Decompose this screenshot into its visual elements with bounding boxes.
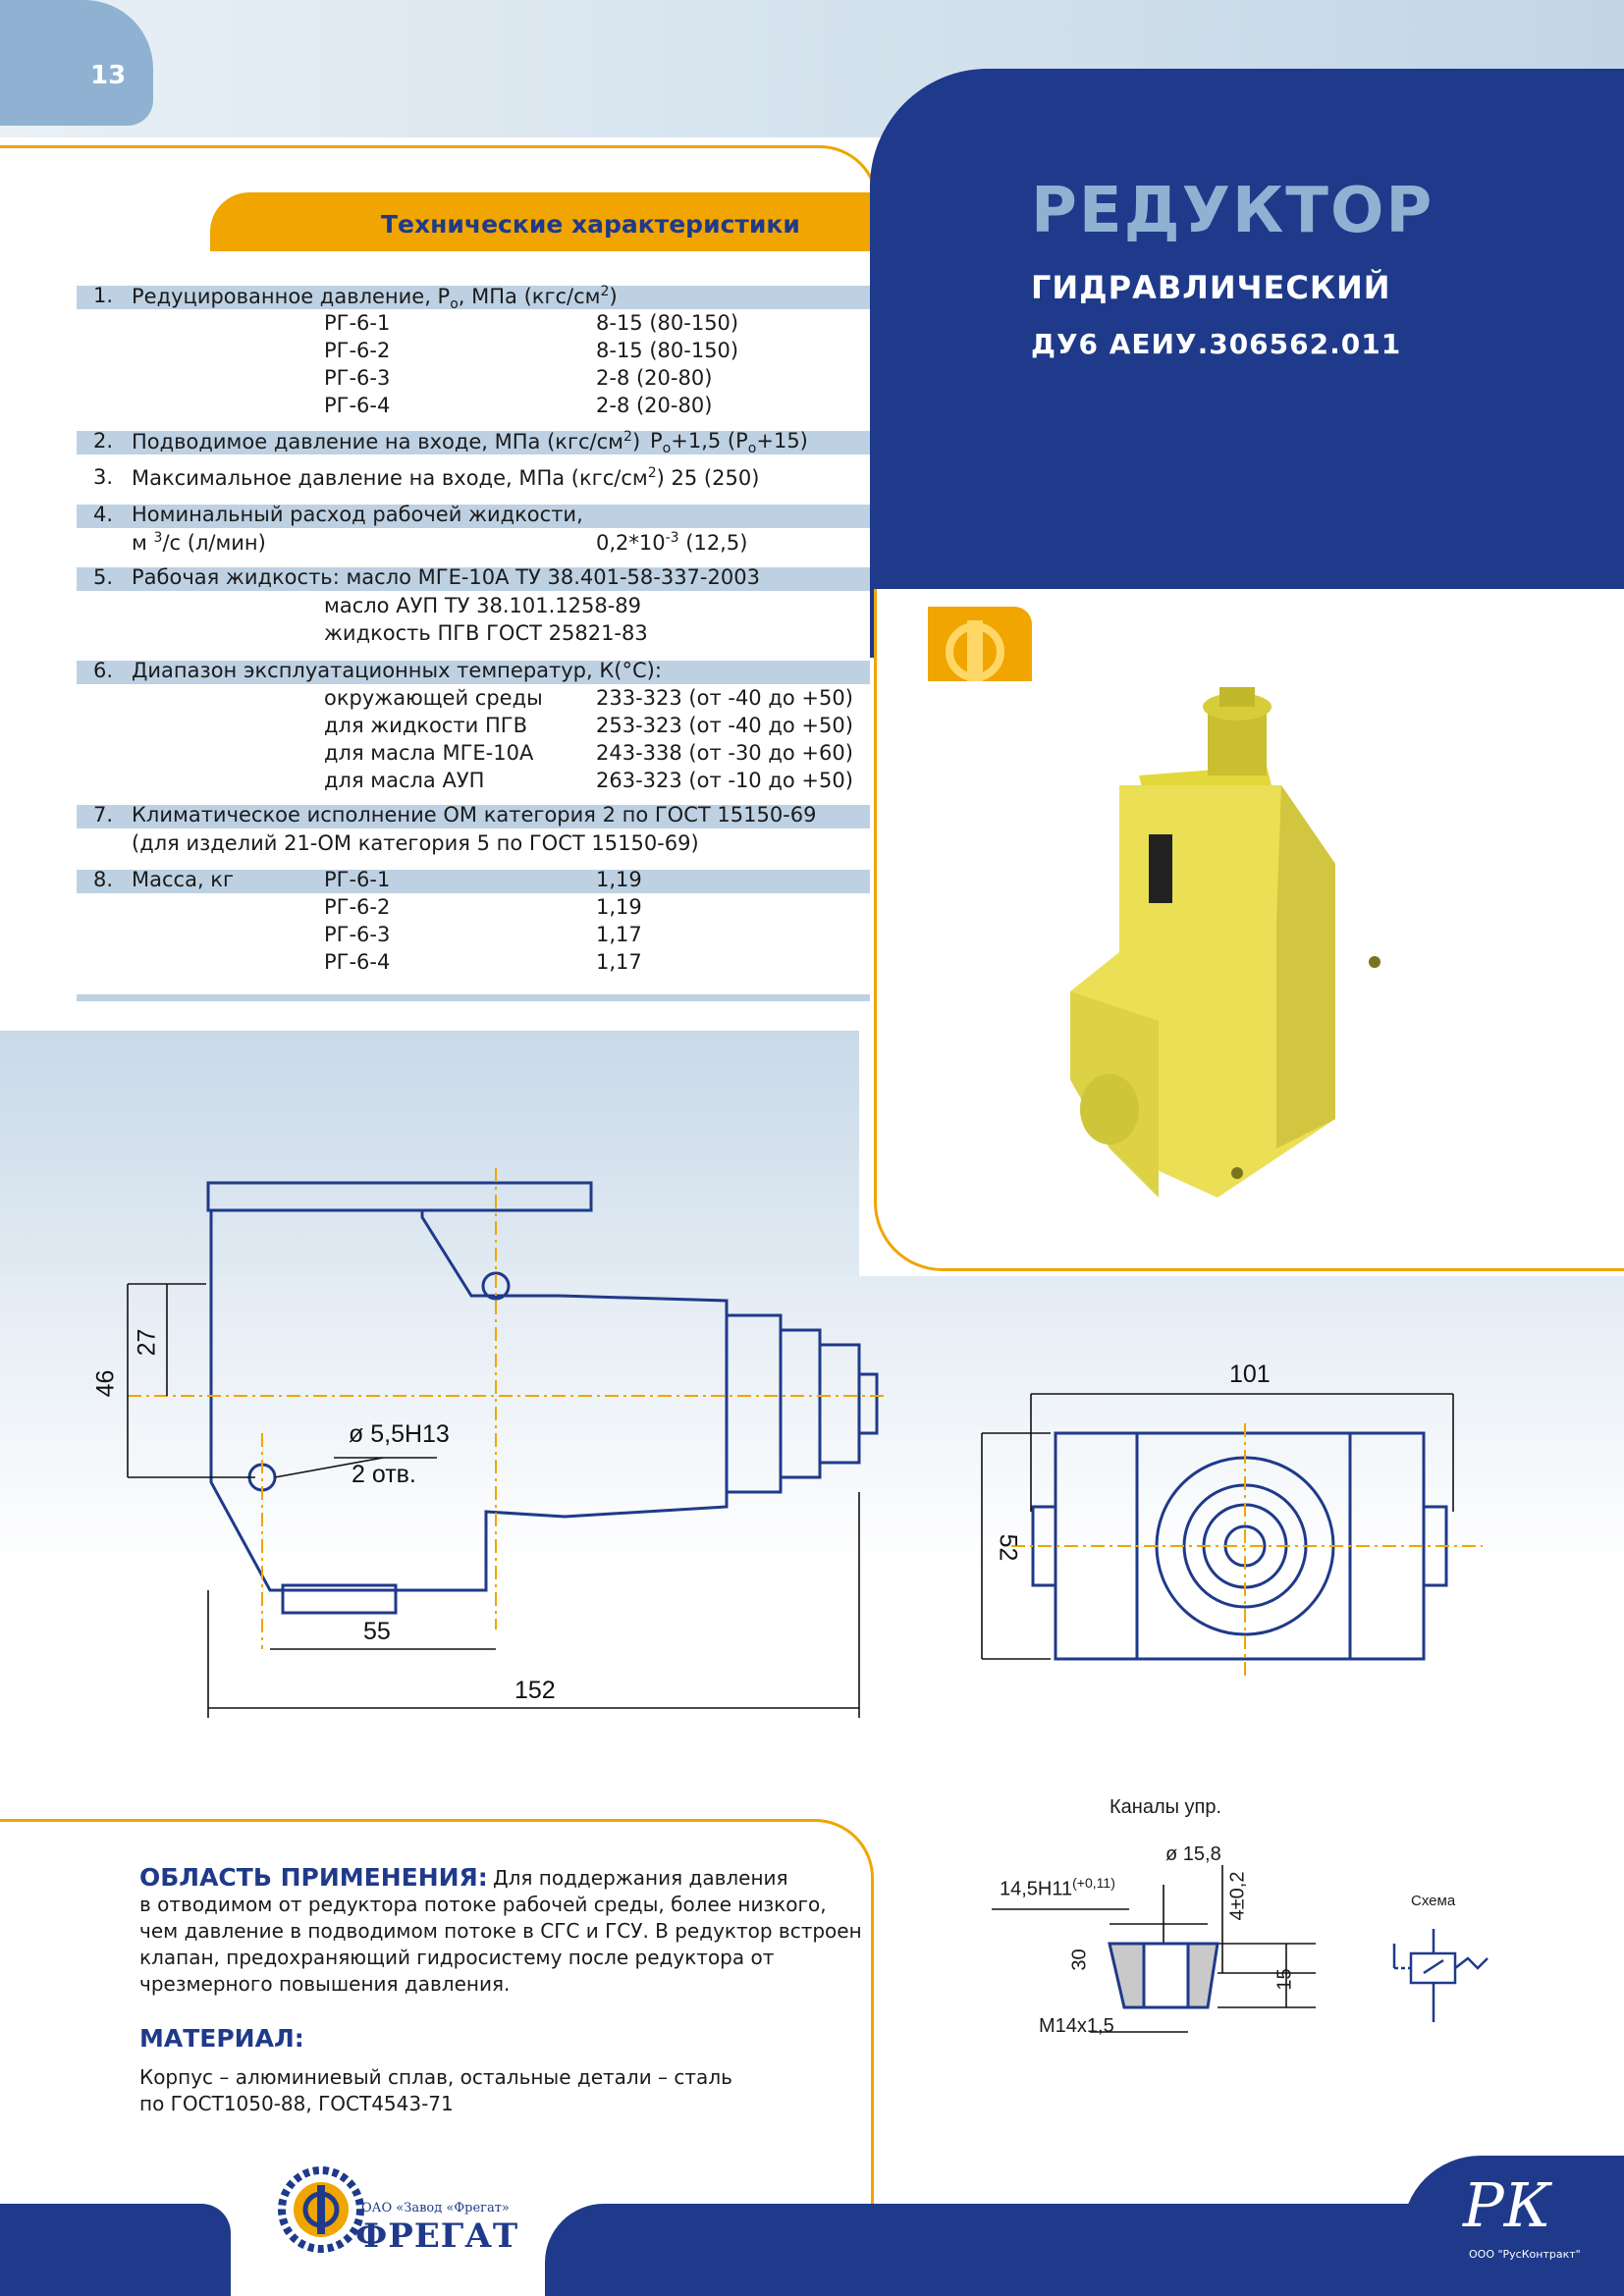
spec-item-label: Диапазон эксплуатационных температур, К(°С):	[132, 659, 662, 682]
material-text: Корпус – алюминиевый сплав, остальные детали – сталь	[139, 2065, 732, 2089]
hole-diameter-label: ø 5,5H13	[349, 1420, 450, 1448]
spec-item-label: Рабочая жидкость: масло МГЕ-10А ТУ 38.401-58-337-2003	[132, 565, 760, 589]
spec-model: РГ-6-3	[324, 366, 391, 390]
dimension-52: 52	[994, 1533, 1022, 1562]
dimension-152: 152	[514, 1677, 556, 1704]
page-subtitle: ГИДРАВЛИЧЕСКИЙ	[1031, 269, 1391, 306]
spec-item-label-line2: (для изделий 21-ОМ категория 5 по ГОСТ 15150-69)	[132, 831, 699, 855]
spec-item-label: Максимальное давление на входе, МПа $(кгс/см^2)$ 25 (250)	[132, 465, 760, 490]
spec-value: 1,17	[596, 950, 642, 974]
fregat-company-name: ОАО «Завод «Фрегат»	[361, 2201, 510, 2216]
front-view-drawing	[972, 1374, 1522, 1688]
material-heading: МАТЕРИАЛ:	[139, 2024, 304, 2053]
spec-model: РГ-6-4	[324, 950, 391, 974]
spec-item-label: Масса, кг	[132, 868, 235, 891]
channel-angle-label: 30	[1068, 1949, 1091, 1971]
rk-logo: РК	[1463, 2169, 1551, 2241]
spec-model: РГ-6-2	[324, 895, 391, 919]
dimension-46: 46	[91, 1369, 120, 1398]
spec-value: $0,2*10^{-3}$ (12,5)	[596, 530, 748, 555]
spec-model: для жидкости ПГВ	[324, 714, 527, 737]
channel-15-label: 15	[1273, 1968, 1296, 1991]
spec-item-number: 7.	[93, 803, 114, 827]
spec-value: 263-323 (от -10 до +50)	[596, 769, 853, 792]
spec-item-number: 6.	[93, 659, 114, 682]
spec-item-number: 3.	[93, 465, 114, 489]
spec-value: 1,17	[596, 923, 642, 946]
application-text: Для поддержания давления	[493, 1866, 788, 1890]
spec-item-label-line2: м $^3$/с (л/мин)	[132, 530, 266, 555]
spec-item-number: 2.	[93, 429, 114, 453]
fregat-gear-icon	[277, 2156, 365, 2264]
spec-item-label: Редуцированное давление, $Р_о$, МПа $(кгс/см^2)$	[132, 284, 618, 313]
footer-band-left	[0, 2204, 231, 2296]
brand-mark-icon	[928, 607, 1032, 681]
product-photo	[1041, 687, 1414, 1217]
spec-model: РГ-6-1	[324, 311, 391, 335]
spec-value: 233-323 (от -40 до +50)	[596, 686, 853, 710]
title-panel	[870, 69, 1624, 658]
hole-count-label: 2 отв.	[352, 1461, 416, 1488]
channel-fit-label: $14,5H11^{(+0,11)}$	[1000, 1875, 1115, 1900]
scheme-label: Схема	[1411, 1893, 1456, 1909]
spec-value: 1,19	[596, 868, 642, 891]
spec-model: для масла АУП	[324, 769, 485, 792]
hydraulic-scheme-icon	[1389, 1919, 1497, 2027]
page-title: РЕДУКТОР	[1031, 175, 1435, 247]
dimension-55: 55	[363, 1618, 391, 1645]
channel-thread-label: M14x1,5	[1039, 2015, 1114, 2037]
application-text: чрезмерного повышения давления.	[139, 1972, 511, 1996]
spec-item-label: Номинальный расход рабочей жидкости,	[132, 503, 583, 526]
application-text: в отводимом от редуктора потоке рабочей среды, более низкого,	[139, 1893, 827, 1916]
spec-model: РГ-6-2	[324, 339, 391, 362]
material-text: по ГОСТ1050-88, ГОСТ4543-71	[139, 2092, 454, 2115]
channel-diameter-label: ø 15,8	[1165, 1843, 1221, 1865]
spec-value: 243-338 (от -30 до +60)	[596, 741, 853, 765]
spec-value: масло АУП ТУ 38.101.1258-89	[324, 594, 642, 617]
spec-value: 8-15 (80-150)	[596, 339, 739, 362]
spec-item-label: Подводимое давление на входе, МПа $(кгс/см^2)$	[132, 429, 641, 454]
spec-value: 2-8 (20-80)	[596, 394, 713, 417]
spec-value: жидкость ПГВ ГОСТ 25821-83	[324, 621, 648, 645]
spec-value: 1,19	[596, 895, 642, 919]
rk-company-name: ООО "РусКонтракт"	[1469, 2248, 1581, 2261]
spec-model: для масла МГЕ-10А	[324, 741, 534, 765]
spec-model: РГ-6-1	[324, 868, 391, 891]
spec-model: РГ-6-4	[324, 394, 391, 417]
dimension-27: 27	[133, 1328, 161, 1357]
spec-model: окружающей среды	[324, 686, 543, 710]
spec-value: $Р_о+1,5$ $(Р_о+15)$	[650, 429, 808, 457]
page-number: 13	[90, 61, 127, 90]
spec-model: РГ-6-3	[324, 923, 391, 946]
dimension-101: 101	[1229, 1361, 1271, 1388]
spec-item-number: 5.	[93, 565, 114, 589]
spec-bottom-rule	[77, 994, 870, 1001]
fregat-logo-text: ФРЕГАТ	[355, 2216, 519, 2256]
side-view-drawing	[98, 1139, 943, 1728]
spec-item-label: Климатическое исполнение ОМ категория 2 по ГОСТ 15150-69	[132, 803, 817, 827]
page-number-tab	[0, 0, 153, 126]
channels-title: Каналы упр.	[1110, 1796, 1222, 1818]
spec-header: Технические характеристики	[381, 210, 800, 239]
product-code: ДУ6 АЕИУ.306562.011	[1031, 328, 1402, 360]
spec-item-number: 1.	[93, 284, 114, 307]
application-heading: ОБЛАСТЬ ПРИМЕНЕНИЯ:	[139, 1863, 488, 1892]
spec-value: 8-15 (80-150)	[596, 311, 739, 335]
application-text: клапан, предохраняющий гидросистему после редуктора от	[139, 1946, 775, 1969]
application-text: чем давление в подводимом потоке в СГС и ГСУ. В редуктор встроен	[139, 1919, 862, 1943]
channel-depth-label: 4±0,2	[1226, 1871, 1249, 1921]
spec-value: 2-8 (20-80)	[596, 366, 713, 390]
spec-item-number: 4.	[93, 503, 114, 526]
spec-item-number: 8.	[93, 868, 114, 891]
spec-value: 253-323 (от -40 до +50)	[596, 714, 853, 737]
